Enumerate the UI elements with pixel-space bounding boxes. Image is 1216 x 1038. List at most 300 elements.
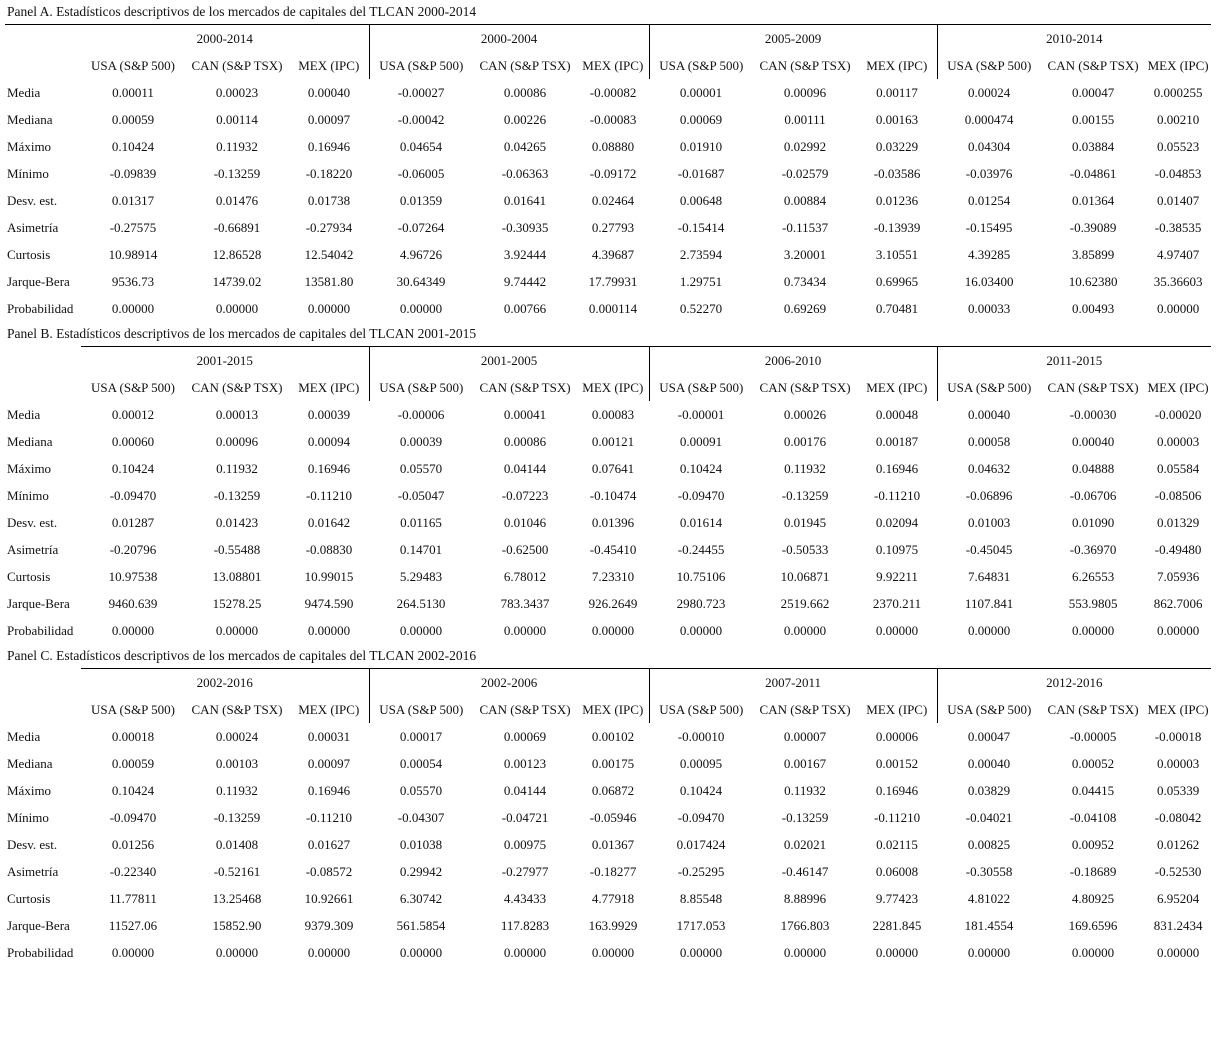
column-header: MEX (IPC) bbox=[582, 702, 644, 717]
table-cell: 0.00001 bbox=[679, 85, 723, 100]
table-cell: 0.10424 bbox=[111, 783, 155, 798]
row-label: Mediana bbox=[7, 434, 53, 449]
column-header: CAN (S&P TSX) bbox=[1047, 380, 1139, 395]
table-row bbox=[5, 939, 1211, 966]
table-cell: -0.09470 bbox=[677, 810, 725, 825]
table-cell: 0.01090 bbox=[1071, 515, 1115, 530]
table-cell: 0.00097 bbox=[307, 756, 351, 771]
table-cell: 0.00031 bbox=[307, 729, 351, 744]
table-cell: -0.04861 bbox=[1069, 166, 1117, 181]
table-cell: 0.00097 bbox=[307, 112, 351, 127]
table-cell: 0.00007 bbox=[783, 729, 827, 744]
table-cell: 13.25468 bbox=[212, 891, 262, 906]
table-cell: 0.00648 bbox=[679, 193, 723, 208]
table-cell: -0.45045 bbox=[965, 542, 1013, 557]
table-cell: 0.01364 bbox=[1071, 193, 1115, 208]
table-cell: 0.00083 bbox=[591, 407, 635, 422]
table-cell: 117.8283 bbox=[500, 918, 550, 933]
table-cell: -0.00083 bbox=[589, 112, 637, 127]
row-label: Asimetría bbox=[7, 220, 59, 235]
table-cell: -0.13259 bbox=[213, 810, 261, 825]
table-cell: 0.00121 bbox=[591, 434, 635, 449]
table-cell: 0.00000 bbox=[215, 945, 259, 960]
table-row bbox=[5, 455, 1211, 482]
table-cell: 0.00187 bbox=[875, 434, 919, 449]
table-cell: 0.00000 bbox=[875, 945, 919, 960]
table-cell: 4.81022 bbox=[967, 891, 1011, 906]
table-cell: -0.00006 bbox=[397, 407, 445, 422]
table-cell: -0.27977 bbox=[501, 864, 549, 879]
table-cell: -0.39089 bbox=[1069, 220, 1117, 235]
table-cell: 3.85899 bbox=[1071, 247, 1115, 262]
table-cell: 12.86528 bbox=[212, 247, 262, 262]
table-row bbox=[5, 912, 1211, 939]
table-cell: -0.52161 bbox=[213, 864, 261, 879]
table-cell: 4.43433 bbox=[503, 891, 547, 906]
table-cell: 6.30742 bbox=[399, 891, 443, 906]
table-row bbox=[5, 831, 1211, 858]
table-cell: 10.99015 bbox=[304, 569, 354, 584]
table-cell: 30.64349 bbox=[396, 274, 446, 289]
table-cell: 0.00000 bbox=[399, 623, 443, 638]
table-cell: 0.10424 bbox=[111, 461, 155, 476]
table-cell: 0.27793 bbox=[591, 220, 635, 235]
row-label: Jarque-Bera bbox=[7, 274, 70, 289]
table-cell: 0.16946 bbox=[307, 139, 351, 154]
table-cell: 0.07641 bbox=[591, 461, 635, 476]
period-header: 2001-2015 bbox=[81, 347, 369, 375]
table-cell: 2980.723 bbox=[676, 596, 726, 611]
table-cell: 0.00000 bbox=[307, 945, 351, 960]
table-cell: -0.13259 bbox=[781, 810, 829, 825]
table-cell: -0.06363 bbox=[501, 166, 549, 181]
table-cell: 14739.02 bbox=[212, 274, 262, 289]
table-cell: 0.000114 bbox=[588, 301, 638, 316]
table-cell: 0.16946 bbox=[307, 461, 351, 476]
table-cell: 0.00094 bbox=[307, 434, 351, 449]
table-cell: 0.04888 bbox=[1071, 461, 1115, 476]
table-cell: 0.01329 bbox=[1156, 515, 1200, 530]
period-header: 2007-2011 bbox=[649, 669, 937, 697]
table-cell: 0.00952 bbox=[1071, 837, 1115, 852]
table-cell: 0.01407 bbox=[1156, 193, 1200, 208]
table-cell: 0.16946 bbox=[875, 461, 919, 476]
table-cell: 0.04304 bbox=[967, 139, 1011, 154]
table-cell: 0.01256 bbox=[111, 837, 155, 852]
table-cell: 12.54042 bbox=[304, 247, 354, 262]
table-cell: 0.05570 bbox=[399, 783, 443, 798]
table-row bbox=[5, 428, 1211, 455]
table-cell: 0.00026 bbox=[783, 407, 827, 422]
table-cell: -0.46147 bbox=[781, 864, 829, 879]
table-cell: -0.00018 bbox=[1154, 729, 1202, 744]
row-label: Curtosis bbox=[7, 569, 51, 584]
table-cell: 0.01627 bbox=[307, 837, 351, 852]
table-cell: -0.08506 bbox=[1154, 488, 1202, 503]
table-cell: 6.95204 bbox=[1156, 891, 1200, 906]
table-cell: -0.11537 bbox=[781, 220, 829, 235]
table-cell: 7.64831 bbox=[967, 569, 1011, 584]
table-cell: 0.02992 bbox=[783, 139, 827, 154]
table-cell: -0.55488 bbox=[213, 542, 261, 557]
table-cell: 0.01165 bbox=[400, 515, 442, 530]
table-cell: -0.09470 bbox=[109, 810, 157, 825]
table-cell: 0.00000 bbox=[111, 623, 155, 638]
table-cell: 1717.053 bbox=[676, 918, 726, 933]
table-cell: 0.05584 bbox=[1156, 461, 1200, 476]
table-cell: 10.98914 bbox=[108, 247, 158, 262]
table-cell: 10.97538 bbox=[108, 569, 158, 584]
table-cell: -0.06706 bbox=[1069, 488, 1117, 503]
column-header: CAN (S&P TSX) bbox=[191, 58, 283, 73]
row-label: Desv. est. bbox=[7, 515, 58, 530]
table-cell: 0.00000 bbox=[503, 945, 547, 960]
table-cell: -0.30558 bbox=[965, 864, 1013, 879]
table-cell: 4.39687 bbox=[591, 247, 635, 262]
table-cell: 0.00003 bbox=[1156, 434, 1200, 449]
table-cell: 0.00102 bbox=[591, 729, 635, 744]
table-cell: 0.00033 bbox=[967, 301, 1011, 316]
table-cell: 0.04632 bbox=[967, 461, 1011, 476]
table-cell: 0.00000 bbox=[215, 301, 259, 316]
table-cell: 0.10424 bbox=[679, 783, 723, 798]
table-cell: 10.92661 bbox=[304, 891, 354, 906]
column-header: USA (S&P 500) bbox=[649, 52, 753, 79]
table-cell: 0.01262 bbox=[1156, 837, 1200, 852]
table-cell: 0.00059 bbox=[111, 112, 155, 127]
table-cell: 7.23310 bbox=[591, 569, 635, 584]
table-cell: 11527.06 bbox=[108, 918, 158, 933]
table-cell: -0.38535 bbox=[1154, 220, 1202, 235]
table-row bbox=[5, 777, 1211, 804]
column-header: USA (S&P 500) bbox=[937, 374, 1041, 401]
column-header: USA (S&P 500) bbox=[369, 696, 473, 723]
table-cell: 0.00000 bbox=[875, 623, 919, 638]
column-header: MEX (IPC) bbox=[582, 380, 644, 395]
table-cell: 0.00017 bbox=[399, 729, 443, 744]
panel-c bbox=[0, 644, 1216, 966]
panel-b bbox=[0, 322, 1216, 644]
table-cell: 0.00000 bbox=[679, 623, 723, 638]
table-cell: -0.09172 bbox=[589, 166, 637, 181]
table-cell: 0.03829 bbox=[967, 783, 1011, 798]
table-row bbox=[5, 482, 1211, 509]
table-cell: 0.29942 bbox=[399, 864, 443, 879]
table-cell: -0.00042 bbox=[397, 112, 445, 127]
table-cell: 561.5854 bbox=[396, 918, 446, 933]
period-header: 2010-2014 bbox=[937, 25, 1211, 53]
table-row bbox=[5, 214, 1211, 241]
column-header: MEX (IPC) bbox=[1147, 380, 1209, 395]
table-cell: -0.07223 bbox=[501, 488, 549, 503]
table-cell: 0.04265 bbox=[503, 139, 547, 154]
table-cell: -0.18277 bbox=[589, 864, 637, 879]
table-cell: 0.00047 bbox=[1071, 85, 1115, 100]
row-label: Curtosis bbox=[7, 891, 51, 906]
table-cell: 0.00000 bbox=[111, 945, 155, 960]
table-cell: 0.04415 bbox=[1071, 783, 1115, 798]
column-header: USA (S&P 500) bbox=[649, 374, 753, 401]
stats-table bbox=[5, 668, 1211, 966]
table-cell: 862.7006 bbox=[1153, 596, 1203, 611]
table-cell: 15852.90 bbox=[212, 918, 262, 933]
table-cell: 0.00091 bbox=[679, 434, 723, 449]
table-cell: -0.18220 bbox=[305, 166, 353, 181]
table-cell: 9.74442 bbox=[503, 274, 547, 289]
table-cell: -0.00082 bbox=[589, 85, 637, 100]
table-cell: -0.01687 bbox=[677, 166, 725, 181]
table-cell: 9379.309 bbox=[304, 918, 354, 933]
column-header: MEX (IPC) bbox=[866, 58, 928, 73]
column-header: CAN (S&P TSX) bbox=[479, 380, 571, 395]
table-cell: 1766.803 bbox=[780, 918, 830, 933]
period-header: 2002-2006 bbox=[369, 669, 649, 697]
row-label: Mínimo bbox=[7, 810, 49, 825]
table-cell: -0.10474 bbox=[589, 488, 637, 503]
table-cell: 0.16946 bbox=[875, 783, 919, 798]
table-cell: 2.73594 bbox=[679, 247, 723, 262]
table-row bbox=[5, 106, 1211, 133]
table-cell: 0.00000 bbox=[503, 623, 547, 638]
table-cell: 10.06871 bbox=[780, 569, 830, 584]
row-label: Probabilidad bbox=[7, 623, 74, 638]
table-cell: -0.22340 bbox=[109, 864, 157, 879]
table-cell: 2281.845 bbox=[872, 918, 922, 933]
table-cell: -0.00001 bbox=[677, 407, 725, 422]
table-cell: -0.04721 bbox=[501, 810, 549, 825]
table-row bbox=[5, 241, 1211, 268]
table-cell: 9536.73 bbox=[111, 274, 155, 289]
table-cell: 35.36603 bbox=[1153, 274, 1203, 289]
table-cell: 0.00003 bbox=[1156, 756, 1200, 771]
table-cell: 0.02021 bbox=[783, 837, 827, 852]
table-cell: -0.09470 bbox=[109, 488, 157, 503]
table-cell: -0.07264 bbox=[397, 220, 445, 235]
table-cell: 1.29751 bbox=[679, 274, 723, 289]
table-cell: 0.00000 bbox=[399, 301, 443, 316]
table-cell: 0.017424 bbox=[676, 837, 726, 852]
column-header: CAN (S&P TSX) bbox=[759, 702, 851, 717]
table-cell: 0.01367 bbox=[591, 837, 635, 852]
table-cell: 0.01359 bbox=[399, 193, 443, 208]
table-cell: 0.00000 bbox=[399, 945, 443, 960]
table-cell: 0.00825 bbox=[967, 837, 1011, 852]
row-label: Jarque-Bera bbox=[7, 596, 70, 611]
table-cell: 8.88996 bbox=[783, 891, 827, 906]
column-header: USA (S&P 500) bbox=[90, 702, 176, 717]
stats-table bbox=[5, 24, 1211, 322]
column-header: USA (S&P 500) bbox=[369, 52, 473, 79]
table-cell: 0.01423 bbox=[215, 515, 259, 530]
table-cell: 0.04144 bbox=[503, 783, 547, 798]
table-cell: -0.20796 bbox=[109, 542, 157, 557]
table-cell: 0.00000 bbox=[1156, 623, 1200, 638]
table-cell: -0.27575 bbox=[109, 220, 157, 235]
table-cell: 0.01945 bbox=[783, 515, 827, 530]
table-cell: 0.10424 bbox=[111, 139, 155, 154]
table-cell: 0.00000 bbox=[591, 623, 635, 638]
table-cell: -0.66891 bbox=[213, 220, 261, 235]
table-cell: 264.5130 bbox=[396, 596, 446, 611]
table-cell: 8.85548 bbox=[679, 891, 723, 906]
table-cell: -0.11210 bbox=[873, 810, 921, 825]
table-cell: 0.11932 bbox=[216, 783, 258, 798]
table-cell: -0.45410 bbox=[589, 542, 637, 557]
column-header: USA (S&P 500) bbox=[649, 696, 753, 723]
table-cell: 0.00040 bbox=[967, 407, 1011, 422]
table-row bbox=[5, 79, 1211, 106]
table-cell: 0.00069 bbox=[679, 112, 723, 127]
table-cell: 0.00039 bbox=[307, 407, 351, 422]
table-cell: 0.00123 bbox=[503, 756, 547, 771]
table-cell: -0.15414 bbox=[677, 220, 725, 235]
table-cell: -0.11210 bbox=[305, 488, 353, 503]
table-cell: -0.27934 bbox=[305, 220, 353, 235]
table-cell: 0.000255 bbox=[1153, 85, 1203, 100]
table-cell: 0.02094 bbox=[875, 515, 919, 530]
table-cell: 0.00060 bbox=[111, 434, 155, 449]
table-cell: 4.77918 bbox=[591, 891, 635, 906]
table-cell: 0.01910 bbox=[679, 139, 723, 154]
table-cell: 0.03884 bbox=[1071, 139, 1115, 154]
table-cell: -0.11210 bbox=[305, 810, 353, 825]
table-cell: 0.00000 bbox=[783, 623, 827, 638]
column-header: USA (S&P 500) bbox=[937, 696, 1041, 723]
column-header: MEX (IPC) bbox=[298, 702, 360, 717]
table-row bbox=[5, 804, 1211, 831]
table-cell: 0.00086 bbox=[503, 85, 547, 100]
column-header: CAN (S&P TSX) bbox=[191, 702, 283, 717]
table-cell: -0.03586 bbox=[873, 166, 921, 181]
table-cell: 0.11932 bbox=[784, 461, 826, 476]
table-cell: 9474.590 bbox=[304, 596, 354, 611]
table-row bbox=[5, 133, 1211, 160]
table-cell: 0.00111 bbox=[784, 112, 826, 127]
period-header: 2006-2010 bbox=[649, 347, 937, 375]
table-cell: 0.14701 bbox=[399, 542, 443, 557]
row-label: Mediana bbox=[7, 756, 53, 771]
table-cell: 0.00023 bbox=[215, 85, 259, 100]
table-cell: 11.77811 bbox=[109, 891, 157, 906]
panel-a bbox=[0, 0, 1216, 322]
table-cell: -0.50533 bbox=[781, 542, 829, 557]
table-cell: 0.00058 bbox=[967, 434, 1011, 449]
table-cell: 0.00152 bbox=[875, 756, 919, 771]
table-cell: 0.00155 bbox=[1071, 112, 1115, 127]
table-cell: 553.9805 bbox=[1068, 596, 1118, 611]
table-cell: 0.01642 bbox=[307, 515, 351, 530]
row-label: Media bbox=[7, 407, 41, 422]
table-cell: 0.00000 bbox=[307, 301, 351, 316]
table-cell: 17.79931 bbox=[588, 274, 638, 289]
row-label: Desv. est. bbox=[7, 193, 58, 208]
table-row bbox=[5, 268, 1211, 295]
table-cell: -0.00010 bbox=[677, 729, 725, 744]
table-cell: 2519.662 bbox=[780, 596, 830, 611]
period-header: 2002-2016 bbox=[81, 669, 369, 697]
table-cell: 1107.841 bbox=[964, 596, 1014, 611]
table-cell: -0.06005 bbox=[397, 166, 445, 181]
table-cell: 0.52270 bbox=[679, 301, 723, 316]
table-cell: -0.05946 bbox=[589, 810, 637, 825]
table-cell: 0.00040 bbox=[307, 85, 351, 100]
row-label: Probabilidad bbox=[7, 945, 74, 960]
column-header: CAN (S&P TSX) bbox=[759, 58, 851, 73]
row-label: Desv. est. bbox=[7, 837, 58, 852]
table-cell: 0.00000 bbox=[679, 945, 723, 960]
table-row bbox=[5, 750, 1211, 777]
table-cell: 0.02464 bbox=[591, 193, 635, 208]
table-cell: 0.00000 bbox=[591, 945, 635, 960]
column-header: MEX (IPC) bbox=[866, 380, 928, 395]
table-cell: 0.03229 bbox=[875, 139, 919, 154]
column-header: USA (S&P 500) bbox=[369, 374, 473, 401]
table-cell: -0.00020 bbox=[1154, 407, 1202, 422]
table-cell: 0.00114 bbox=[216, 112, 258, 127]
column-header: CAN (S&P TSX) bbox=[191, 380, 283, 395]
table-cell: -0.25295 bbox=[677, 864, 725, 879]
table-cell: -0.13939 bbox=[873, 220, 921, 235]
table-cell: 163.9929 bbox=[588, 918, 638, 933]
panel-title: Panel B. Estadísticos descriptivos de los mercados de capitales del TLCAN 2001-2015 bbox=[7, 326, 477, 341]
table-cell: 16.03400 bbox=[964, 274, 1014, 289]
row-label: Máximo bbox=[7, 461, 52, 476]
table-cell: 4.97407 bbox=[1156, 247, 1200, 262]
table-cell: -0.15495 bbox=[965, 220, 1013, 235]
table-cell: 0.00493 bbox=[1071, 301, 1115, 316]
table-cell: -0.03976 bbox=[965, 166, 1013, 181]
row-label: Curtosis bbox=[7, 247, 51, 262]
period-header: 2000-2004 bbox=[369, 25, 649, 53]
table-cell: 181.4554 bbox=[964, 918, 1014, 933]
table-cell: 0.00024 bbox=[967, 85, 1011, 100]
column-header: CAN (S&P TSX) bbox=[479, 58, 571, 73]
table-cell: -0.13259 bbox=[213, 166, 261, 181]
column-header: MEX (IPC) bbox=[298, 380, 360, 395]
table-cell: 0.69965 bbox=[875, 274, 919, 289]
period-header: 2011-2015 bbox=[937, 347, 1211, 375]
table-cell: 0.00117 bbox=[876, 85, 918, 100]
table-cell: 6.78012 bbox=[503, 569, 547, 584]
table-cell: 0.04144 bbox=[503, 461, 547, 476]
table-cell: -0.62500 bbox=[501, 542, 549, 557]
table-row bbox=[5, 187, 1211, 214]
table-cell: 0.00975 bbox=[503, 837, 547, 852]
table-cell: 0.11932 bbox=[216, 139, 258, 154]
table-cell: 0.10975 bbox=[875, 542, 919, 557]
table-cell: -0.05047 bbox=[397, 488, 445, 503]
table-cell: -0.52530 bbox=[1154, 864, 1202, 879]
table-cell: 0.00013 bbox=[215, 407, 259, 422]
period-header: 2001-2005 bbox=[369, 347, 649, 375]
row-label: Media bbox=[7, 729, 41, 744]
table-cell: 0.00000 bbox=[215, 623, 259, 638]
table-cell: 0.73434 bbox=[783, 274, 827, 289]
table-cell: -0.08042 bbox=[1154, 810, 1202, 825]
table-row bbox=[5, 885, 1211, 912]
table-cell: 0.06872 bbox=[591, 783, 635, 798]
table-cell: 0.00000 bbox=[307, 623, 351, 638]
table-cell: 0.00054 bbox=[399, 756, 443, 771]
table-cell: 3.10551 bbox=[875, 247, 919, 262]
table-cell: 9.77423 bbox=[875, 891, 919, 906]
row-label: Máximo bbox=[7, 139, 52, 154]
table-cell: 0.00000 bbox=[1071, 945, 1115, 960]
table-cell: 0.01396 bbox=[591, 515, 635, 530]
table-cell: 0.00095 bbox=[679, 756, 723, 771]
table-cell: -0.02579 bbox=[781, 166, 829, 181]
table-cell: 9.92211 bbox=[876, 569, 918, 584]
